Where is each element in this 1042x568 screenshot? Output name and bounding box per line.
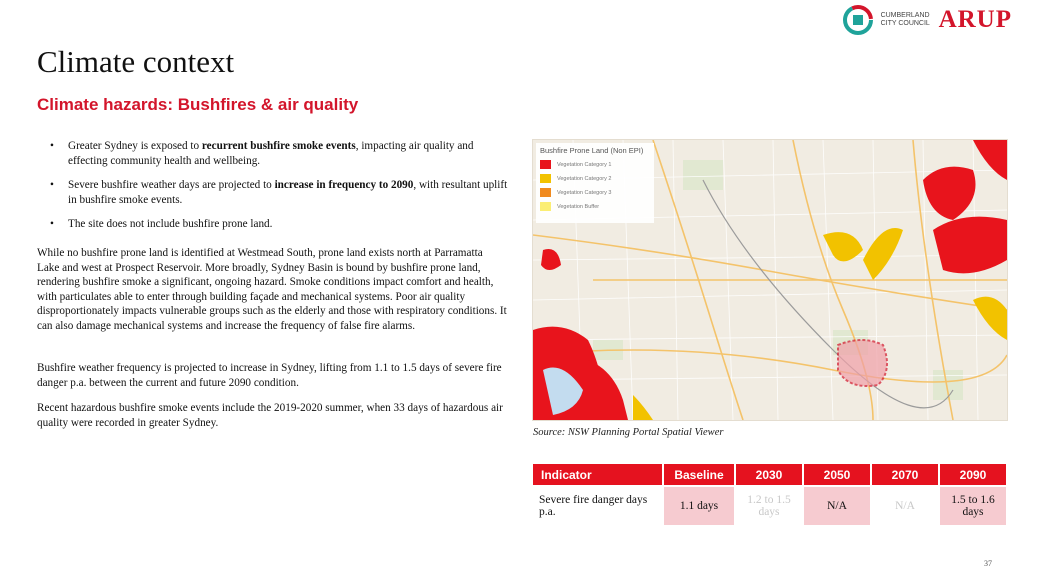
legend-item: Vegetation Category 2 (540, 174, 650, 183)
map-source-caption: Source: NSW Planning Portal Spatial Viewer (533, 427, 724, 438)
bullet-item: • The site does not include bushfire prone land. (50, 217, 510, 232)
legend-item: Vegetation Category 1 (540, 160, 650, 169)
legend-swatch (540, 188, 551, 197)
table-cell-2090: 1.5 to 1.6 days (939, 486, 1007, 525)
body-paragraph: Bushfire weather frequency is projected to increase in Sydney, lifting from 1.1 to 1.5 days of severe fire danger p.a. between the current and future 2090 condition. (37, 362, 502, 389)
table-cell-2050: N/A (803, 486, 871, 525)
table-header-cell: 2030 (735, 464, 803, 486)
legend-item: Vegetation Buffer (540, 202, 650, 211)
cumberland-logo-text (881, 12, 931, 28)
map-legend (536, 143, 654, 223)
bullet-item: • Greater Sydney is exposed to recurrent bushfire smoke events, impacting air quality and effecting community health and wellbeing. (50, 139, 510, 168)
legend-swatch (540, 160, 551, 169)
table-header-cell: Baseline (663, 464, 735, 486)
partner-logo-line2: CITY COUNCIL (880, 20, 930, 27)
table-header-cell: Indicator (533, 464, 663, 486)
header-logos (843, 2, 1012, 38)
table-header-cell: 2070 (871, 464, 939, 486)
table-row (533, 486, 1007, 525)
table-cell-2030: 1.2 to 1.5 days (735, 486, 803, 525)
table-cell-indicator: Severe fire danger days p.a. (533, 486, 663, 525)
indicator-table (533, 464, 1008, 525)
partner-logo-line1: CUMBERLAND (880, 12, 930, 19)
table-cell-2070: N/A (871, 486, 939, 525)
body-paragraph: While no bushfire prone land is identified at Westmead South, prone land exists north at Parramatta Lake and west at Prospect Reservoir. More broadly, Sydney Basin is bound by bushfire prone land, rendering bushfire smoke a significant, ongoing hazard. Smoke conditions impact comfort and health, with particulates able to enter through building façade and mechanical systems. Poor air quality disproportionately impacts vulnerable groups such as the elderly and those with respiratory conditions. It can also damage mechanical systems and increase the frequency of false fire alarms. (37, 247, 507, 332)
legend-item: Vegetation Category 3 (540, 188, 650, 197)
bushfire-map (532, 139, 1008, 421)
table-header-cell: 2050 (803, 464, 871, 486)
legend-title: Bushfire Prone Land (Non EPI) (540, 146, 644, 155)
cumberland-logo-icon (843, 5, 873, 35)
page-subtitle: Climate hazards: Bushfires & air quality (37, 95, 359, 114)
page-number: 37 (984, 559, 992, 568)
arup-logo: ARUP (938, 6, 1012, 33)
page-title: Climate context (37, 44, 235, 79)
table-header-row (533, 464, 1007, 486)
body-paragraph: Recent hazardous bushfire smoke events include the 2019-2020 summer, when 33 days of hazardous air quality were recorded in greater Sydney. (37, 402, 503, 429)
table-header-cell: 2090 (939, 464, 1007, 486)
bullet-item: • Severe bushfire weather days are projected to increase in frequency to 2090, with resultant uplift in bushfire smoke events. (50, 178, 510, 207)
table-cell-baseline: 1.1 days (663, 486, 735, 525)
legend-swatch (540, 202, 551, 211)
legend-swatch (540, 174, 551, 183)
bullet-list (50, 139, 510, 242)
